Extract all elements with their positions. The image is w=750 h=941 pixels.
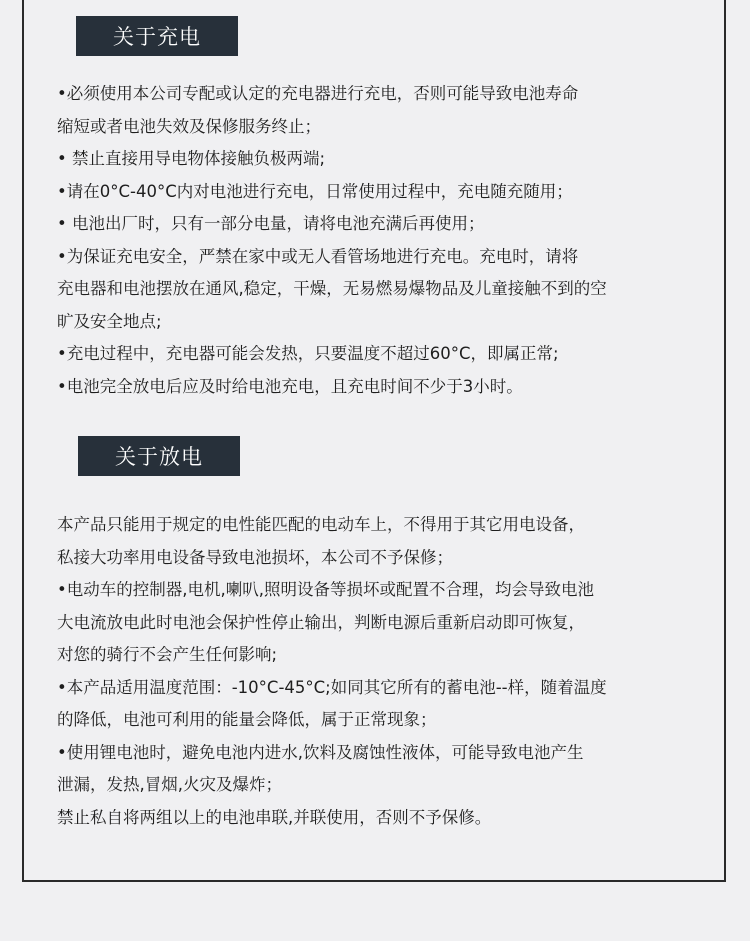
discharging-line: •电动车的控制器,电机,喇叭,照明设备等损坏或配置不合理，均会导致电池	[57, 580, 594, 599]
discharging-line: •使用锂电池时，避免电池内进水,饮料及腐蚀性液体，可能导致电池产生	[57, 742, 584, 762]
discharging-line: 私接大功率用电设备导致电池损坏，本公司不予保修；	[57, 547, 453, 567]
charging-line: • 电池出厂时，只有一部分电量，请将电池充满后再使用；	[57, 214, 485, 233]
discharging-line: 泄漏，发热,冒烟,火灾及爆炸；	[57, 775, 282, 794]
discharging-line: 的降低，电池可利用的能量会降低，属于正常现象；	[57, 710, 437, 729]
discharging-instructions	[57, 509, 697, 834]
charging-line: •请在0°C-40°C内对电池进行充电，日常使用过程中，充电随充随用；	[57, 181, 573, 201]
charging-line: •为保证充电安全，严禁在家中或无人看管场地进行充电。充电时，请将	[57, 246, 579, 266]
charging-line: 旷及安全地点;	[57, 311, 162, 331]
charging-line: 缩短或者电池失效及保修服务终止；	[57, 116, 321, 136]
discharging-line: 大电流放电此时电池会保护性停止输出，判断电源后重新启动即可恢复，	[57, 612, 585, 632]
charging-line: • 禁止直接用导电物体接触负极两端;	[57, 149, 326, 168]
discharging-line: 对您的骑行不会产生任何影响;	[57, 645, 278, 664]
charging-line: •充电过程中，充电器可能会发热，只要温度不超过60°C，即属正常;	[57, 344, 559, 363]
section-heading-discharging: 关于放电	[78, 436, 240, 476]
charging-instructions	[57, 78, 697, 403]
discharging-line: 禁止私自将两组以上的电池串联,并联使用，否则不予保修。	[57, 807, 492, 827]
discharging-line: 本产品只能用于规定的电性能匹配的电动车上，不得用于其它用电设备，	[57, 515, 585, 534]
charging-line: •必须使用本公司专配或认定的充电器进行充电，否则可能导致电池寿命	[57, 84, 579, 103]
charging-line: •电池完全放电后应及时给电池充电，且充电时间不少于3小时。	[57, 376, 523, 396]
charging-line: 充电器和电池摆放在通风,稳定，干燥，无易燃易爆物品及儿童接触不到的空	[57, 279, 607, 298]
section-heading-charging: 关于充电	[76, 16, 238, 56]
discharging-line: •本产品适用温度范围：-10°C-45°C;如同其它所有的蓄电池--样，随着温度	[57, 677, 607, 697]
